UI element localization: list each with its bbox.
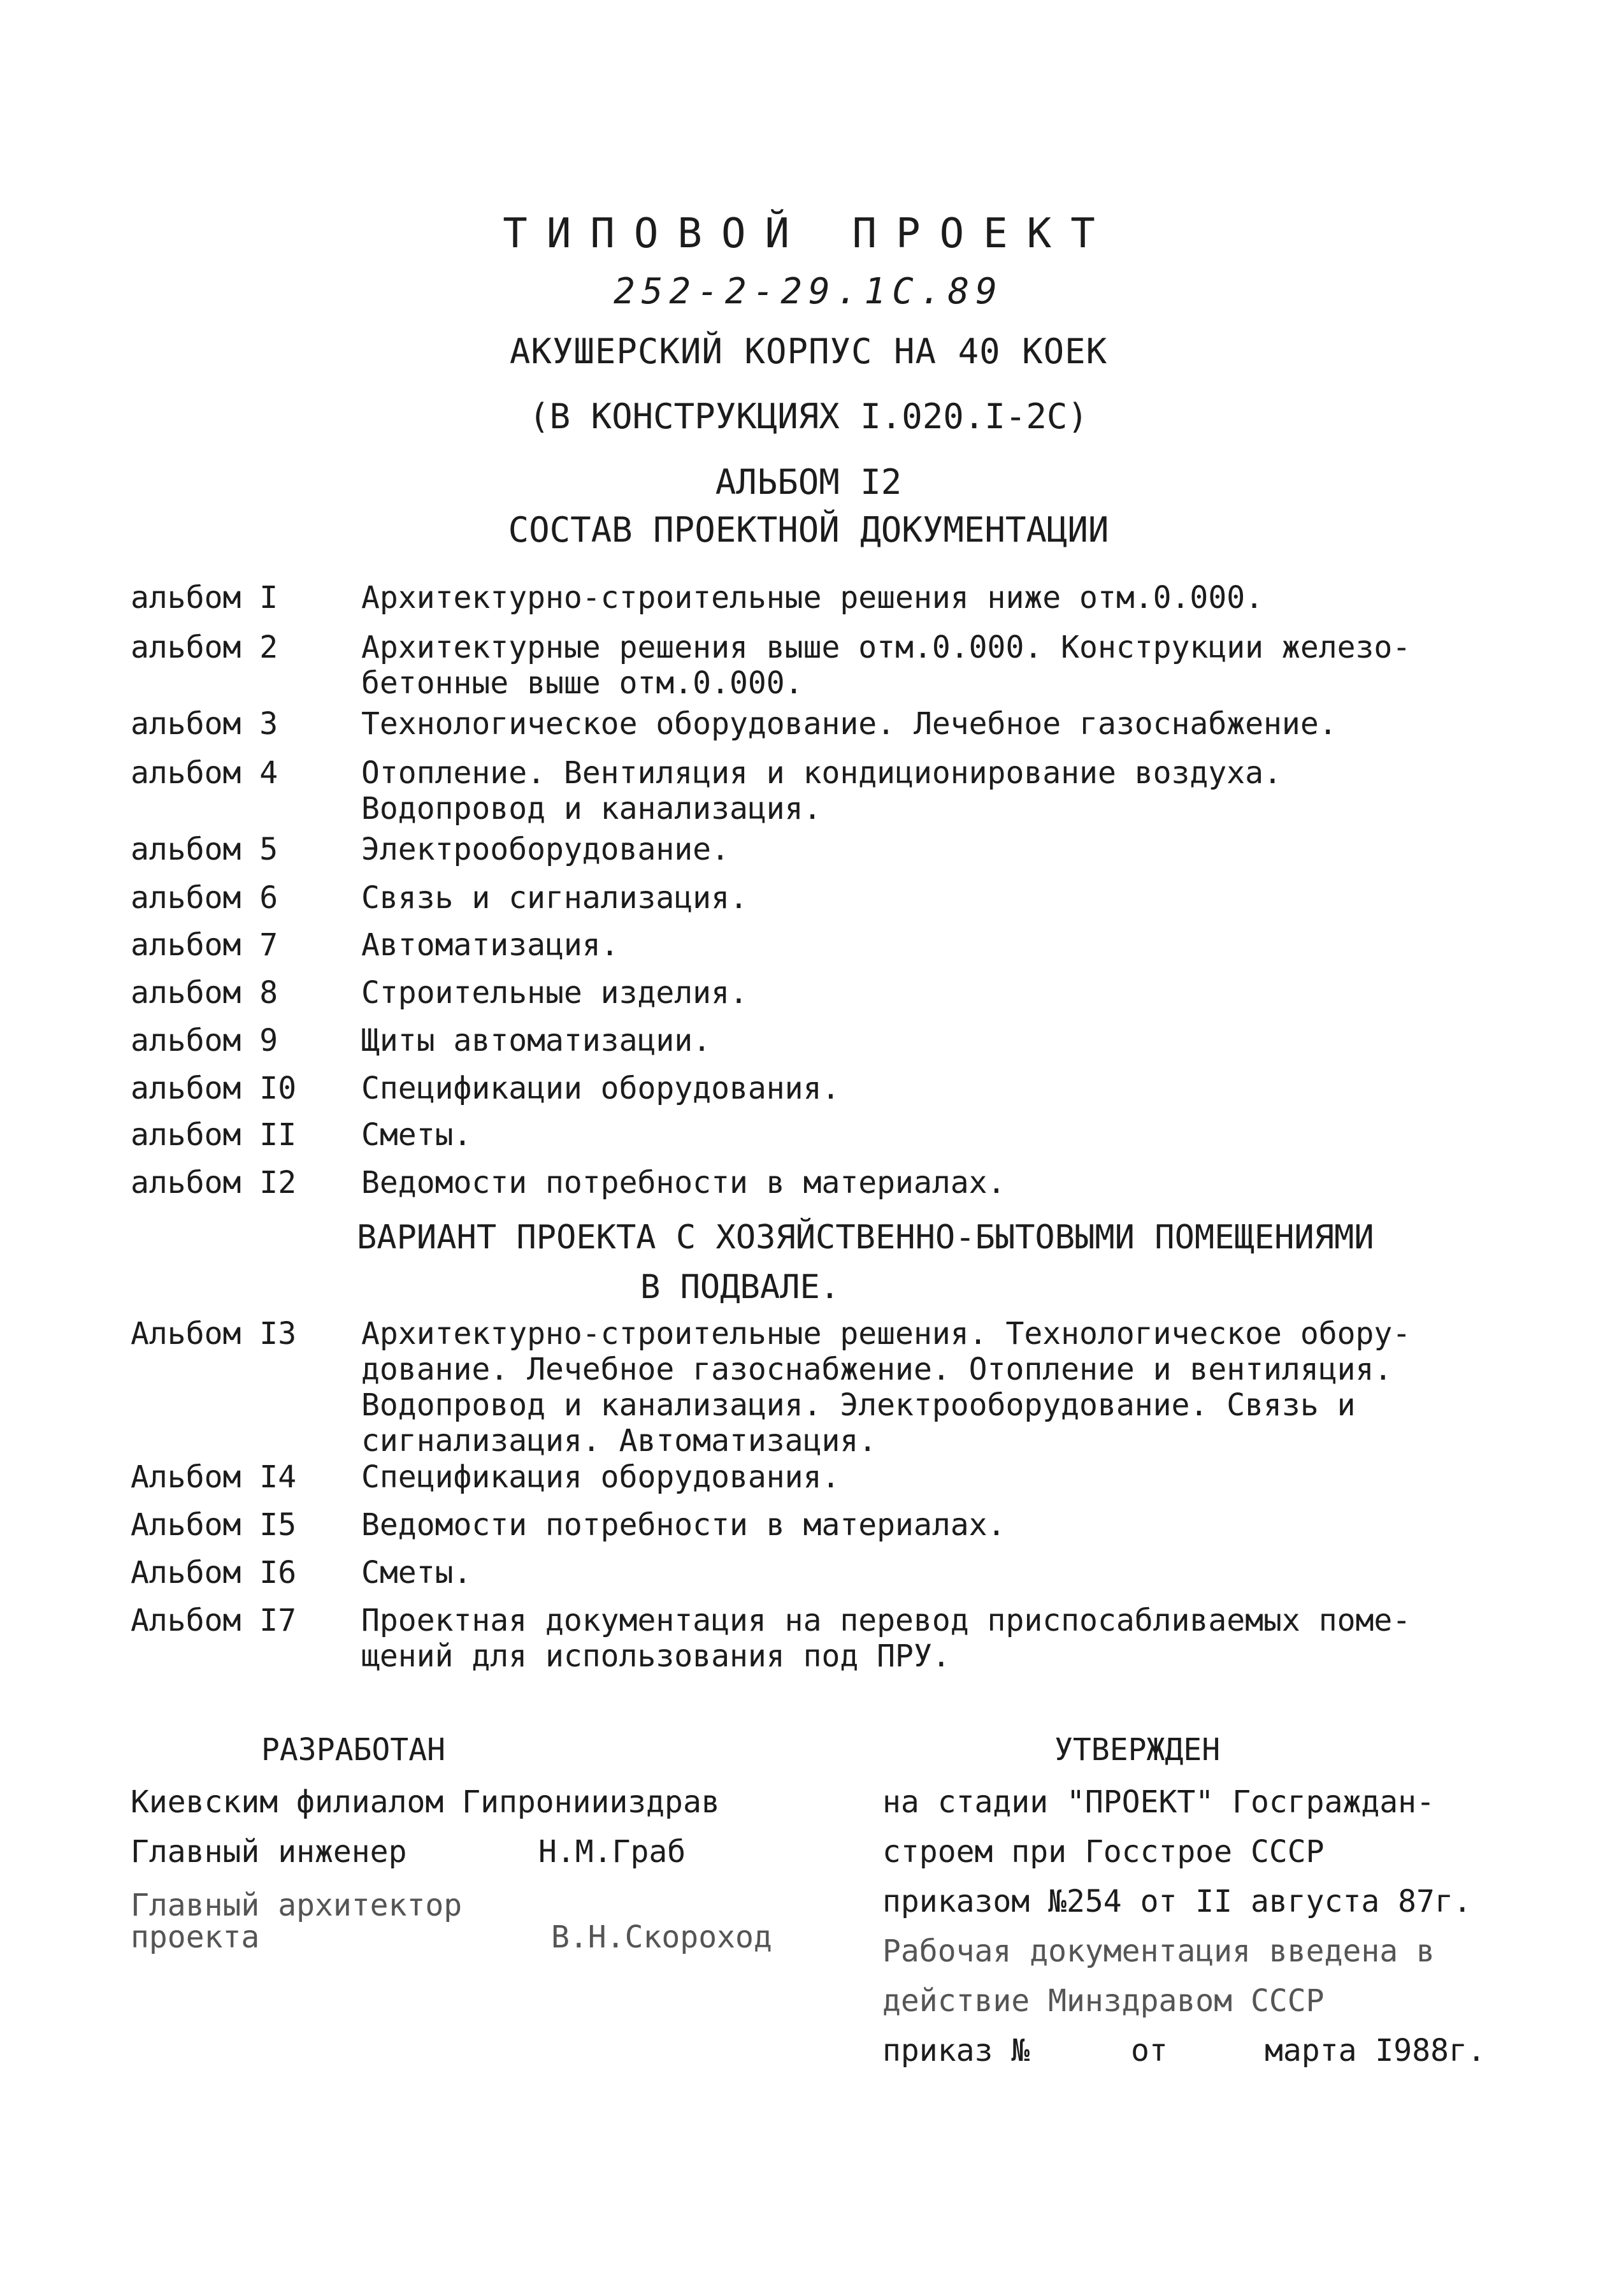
album-description <box>361 1165 1005 1201</box>
order-date: марта I988г. <box>1265 2033 1486 2069</box>
album-description-line: бетонные выше отм.0.000. <box>361 665 803 701</box>
album-description-line: Отопление. Вентиляция и кондиционирование воздуха. <box>361 755 1282 791</box>
approved-line-3: приказом №254 от II августа 87г. <box>882 1884 1472 1919</box>
order-label: приказ № <box>882 2033 1030 2069</box>
project-subtitle: (В КОНСТРУКЦИЯХ I.020.I-2С) <box>529 396 1088 437</box>
album-description <box>361 630 1411 701</box>
album-description <box>361 1459 840 1495</box>
album-description <box>361 755 1282 827</box>
album-description <box>361 1023 711 1058</box>
project-title: АКУШЕРСКИЙ КОРПУС НА 40 КОЕК <box>509 331 1108 372</box>
album-description-line: Спецификация оборудования. <box>361 1459 840 1495</box>
doc-type-heading: ТИПОВОЙ ПРОЕКТ <box>503 210 1114 257</box>
album-description-line: Сметы. <box>361 1555 472 1591</box>
album-description <box>361 1555 471 1591</box>
album-label: Альбом I7 <box>131 1603 297 1638</box>
album-label: Альбом I5 <box>131 1507 297 1543</box>
album-description <box>361 580 1263 616</box>
chief-architect-title: Главный архитектор <box>131 1888 463 1923</box>
album-label: альбом II <box>131 1117 297 1153</box>
album-description <box>361 975 748 1011</box>
album-description-line: щений для использования под ПРУ. <box>361 1638 951 1674</box>
album-label: Альбом I4 <box>131 1459 297 1495</box>
album-description-line: Архитектурные решения выше отм.0.000. Конструкции железо- <box>361 630 1411 665</box>
album-label: альбом 8 <box>131 975 278 1011</box>
album-description-line: дование. Лечебное газоснабжение. Отопление и вентиляция. <box>361 1352 1393 1387</box>
section-title: СОСТАВ ПРОЕКТНОЙ ДОКУМЕНТАЦИИ <box>508 510 1109 550</box>
chief-architect-title-2: проекта <box>131 1919 260 1955</box>
album-description <box>361 832 729 867</box>
album-label: Альбом I3 <box>131 1316 297 1352</box>
album-label: альбом 9 <box>131 1023 278 1058</box>
album-description-line: Проектная документация на перевод приспосабливаемых поме- <box>361 1603 1411 1638</box>
album-label: альбом 5 <box>131 832 278 867</box>
album-label: альбом 4 <box>131 755 278 791</box>
chief-engineer-title: Главный инженер <box>131 1834 407 1870</box>
project-number: 252-2-29.1С.89 <box>613 271 1003 312</box>
album-description-line: сигнализация. Автоматизация. <box>361 1423 877 1459</box>
album-label: альбом I <box>131 580 278 616</box>
approved-heading: УТВЕРЖДЕН <box>1054 1732 1221 1768</box>
album-description-line: Строительные изделия. <box>361 975 748 1011</box>
approved-line-1: на стадии "ПРОЕКТ" Госграждан- <box>882 1784 1435 1820</box>
album-label: Альбом I6 <box>131 1555 297 1591</box>
album-description-line: Электрооборудование. <box>361 832 729 867</box>
album-label: альбом 2 <box>131 630 278 665</box>
album-description-line: Щиты автоматизации. <box>361 1023 712 1058</box>
order-from: от <box>1131 2033 1168 2069</box>
album-description-line: Водопровод и канализация. Электрооборудование. Связь и <box>361 1387 1356 1423</box>
album-label: альбом 6 <box>131 880 278 916</box>
album-label: альбом 7 <box>131 927 278 963</box>
album-description <box>361 1507 1005 1543</box>
album-description-line: Ведомости потребности в материалах. <box>361 1507 1006 1543</box>
album-description <box>361 1117 471 1153</box>
approved-line-5: действие Минздравом СССР <box>882 1983 1325 2019</box>
approved-line-4: Рабочая документация введена в <box>882 1933 1435 1969</box>
album-description <box>361 1071 840 1106</box>
album-number: АЛЬБОМ I2 <box>715 462 902 502</box>
album-description-line: Сметы. <box>361 1117 472 1153</box>
developed-heading: РАЗРАБОТАН <box>261 1732 445 1768</box>
album-label: альбом I0 <box>131 1071 297 1106</box>
album-description-line: Водопровод и канализация. <box>361 791 822 827</box>
album-description <box>361 880 748 916</box>
album-label: альбом I2 <box>131 1165 297 1201</box>
variant-heading-line1: ВАРИАНТ ПРОЕКТА С ХОЗЯЙСТВЕННО-БЫТОВЫМИ ПОМЕЩЕНИЯМИ <box>357 1218 1374 1257</box>
chief-architect-name: В.Н.Скороход <box>551 1919 772 1955</box>
album-description-line: Технологическое оборудование. Лечебное газоснабжение. <box>361 706 1337 742</box>
chief-engineer-name: Н.М.Граб <box>538 1834 686 1870</box>
album-description-line: Спецификации оборудования. <box>361 1071 840 1106</box>
album-description-line: Ведомости потребности в материалах. <box>361 1165 1006 1201</box>
album-description-line: Связь и сигнализация. <box>361 880 748 916</box>
album-description-line: Архитектурно-строительные решения. Технологическое обору- <box>361 1316 1411 1352</box>
album-description-line: Автоматизация. <box>361 927 619 963</box>
album-description <box>361 927 619 963</box>
album-description-line: Архитектурно-строительные решения ниже отм.0.000. <box>361 580 1264 616</box>
album-description <box>361 706 1337 742</box>
developer-org: Киевским филиалом Гипрониииздрав <box>131 1784 720 1820</box>
album-description <box>361 1316 1411 1459</box>
album-label: альбом 3 <box>131 706 278 742</box>
album-description <box>361 1603 1411 1674</box>
variant-heading-line2: В ПОДВАЛЕ. <box>640 1268 840 1306</box>
approved-line-2: строем при Госстрое СССР <box>882 1834 1325 1870</box>
